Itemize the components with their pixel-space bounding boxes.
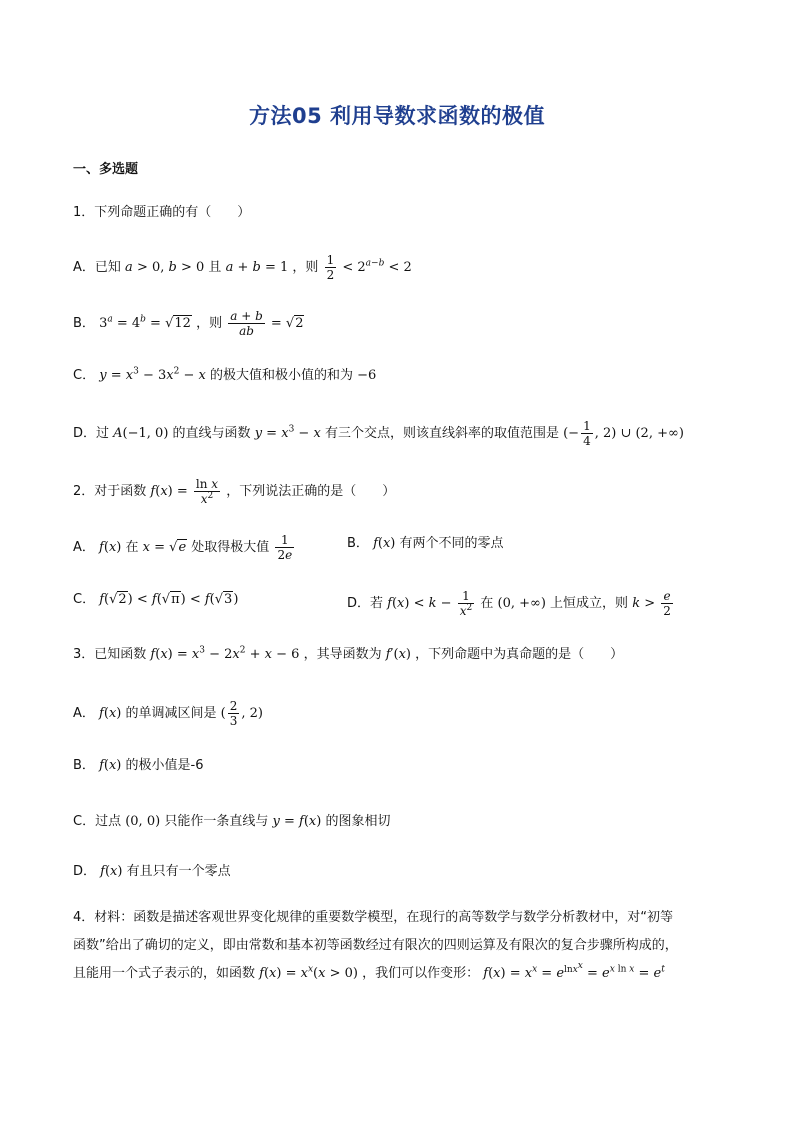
math: = √2 xyxy=(270,316,304,331)
math: $f(x) = x^3 - 2x^2 + x - 6$ xyxy=(150,645,300,662)
q2-option-b: B． f(x) 有两个不同的零点 xyxy=(347,536,504,551)
q1-stem: 1．下列命题正确的有（ ） xyxy=(73,205,251,220)
fraction: $\frac{1}{2}$ xyxy=(326,253,335,282)
math: k > $\frac{e}{2}$ xyxy=(632,589,671,618)
q3-option-d: D． f(x) 有且只有一个零点 xyxy=(73,864,231,879)
math: f(x) = $\frac{\text{ln x}}{x^2}$ xyxy=(150,477,219,506)
math: $y = x^3 - 3x^2 - x$ xyxy=(99,366,206,383)
fraction: $\frac{a + b}{ab}$ xyxy=(230,309,263,338)
page-title: 方法05 利用导数求函数的极值 xyxy=(248,104,546,128)
q3-option-a: A． f(x) 的单调减区间是 ( $\frac{2}{3}$ , 2) xyxy=(73,699,263,728)
q4-line-3: 且能用一个式子表示的，如函数 $f(x) = x^x(x > 0)$ ，我们可以作变形： $f(x) = x^x = e^{lnx^x} = e^{x ln x} = e^t$ xyxy=(73,960,665,981)
math: < $2^{a-b} < 2$ xyxy=(342,258,412,275)
q2-option-d: D．若 f(x) < k − $\frac{1}{x^2}$ 在 (0, +∞) 上恒成立，则 k > $\frac{e}{2}$ xyxy=(347,590,675,617)
math: f(x) xyxy=(99,758,122,773)
math: a + b = 1 xyxy=(225,260,289,275)
math: $f(x) = x^x = e^{lnx^x} = e^{x ln x} = e^t$ xyxy=(483,960,665,981)
q2-stem: 2．对于函数 f(x) = $\frac{\text{ln x}}{x^2}$ ，下列说法正确的是（ ） xyxy=(73,477,396,506)
fraction: $\frac{1}{2e}$ xyxy=(277,533,293,562)
q2-option-c: C． f(√2) < f(√π) < f(√3) xyxy=(73,592,239,607)
section-heading: 一、多选题 xyxy=(73,162,139,177)
q1-option-c: C． $y = x^3 - 3x^2 - x$ 的极大值和极小值的和为 −6 xyxy=(73,366,377,383)
q4-paragraph xyxy=(73,904,725,988)
q4-line-2: 函数”给出了确切的定义，即由常数和基本初等函数经过有限次的四则运算及有限次的复合步骤所构成的， xyxy=(73,938,678,953)
q1-option-b: B． $3^a = 4^b = √12$ ，则 $\frac{a + b}{ab}$ = √2 xyxy=(73,309,304,338)
math: a > 0, b > 0 xyxy=(125,260,205,275)
math: f(x) xyxy=(100,864,123,879)
math: (− $\frac{1}{4}$ , 2) ∪ (2, +∞) xyxy=(563,419,684,448)
math: f′(x) xyxy=(385,647,411,662)
q2-option-a: A． f(x) 在 x = √e 处取得极大值 $\frac{1}{2e}$ xyxy=(73,533,293,562)
q1-option-a: A．已知 a > 0, b > 0 且 a + b = 1 ，则 $\frac{1}{2}$ < $2^{a-b} < 2$ xyxy=(73,253,412,282)
math: f(x) < k − $\frac{1}{x^2}$ xyxy=(387,589,473,618)
math: f(x) xyxy=(99,706,122,721)
math: $y = x^3 - x$ xyxy=(254,424,321,441)
q1-option-d: D．过 A(−1, 0) 的直线与函数 $y = x^3 - x$ 有三个交点，则该直线斜率的取值范围是 (− $\frac{1}{4}$ , 2) ∪ (2, +∞) xyxy=(73,419,684,448)
math: (0, 0) xyxy=(125,814,161,829)
q3-option-b: B． f(x) 的极小值是-6 xyxy=(73,758,204,773)
q3-option-c: C．过点 (0, 0) 只能作一条直线与 y = f(x) 的图象相切 xyxy=(73,814,391,829)
math: f(x) xyxy=(99,540,122,555)
math: f(x) xyxy=(373,536,396,551)
math: $f(x) = x^x(x > 0)$ xyxy=(259,964,358,981)
math: (0, +∞) xyxy=(497,596,546,611)
math: ( $\frac{2}{3}$ , 2) xyxy=(220,699,263,728)
math: x = √e xyxy=(142,540,187,555)
math: $3^a = 4^b = √12$ xyxy=(99,314,191,331)
q4-line-1: 4．材料：函数是描述客观世界变化规律的重要数学模型，在现行的高等数学与数学分析教材中，对“初等 xyxy=(73,910,674,925)
math: f(√2) < f(√π) < f(√3) xyxy=(99,592,239,607)
math: y = f(x) xyxy=(272,814,322,829)
math: A(−1, 0) xyxy=(113,426,169,441)
q3-stem: 3．已知函数 $f(x) = x^3 - 2x^2 + x - 6$ ，其导函数为 f′(x) ，下列命题中为真命题的是（ ） xyxy=(73,645,624,662)
